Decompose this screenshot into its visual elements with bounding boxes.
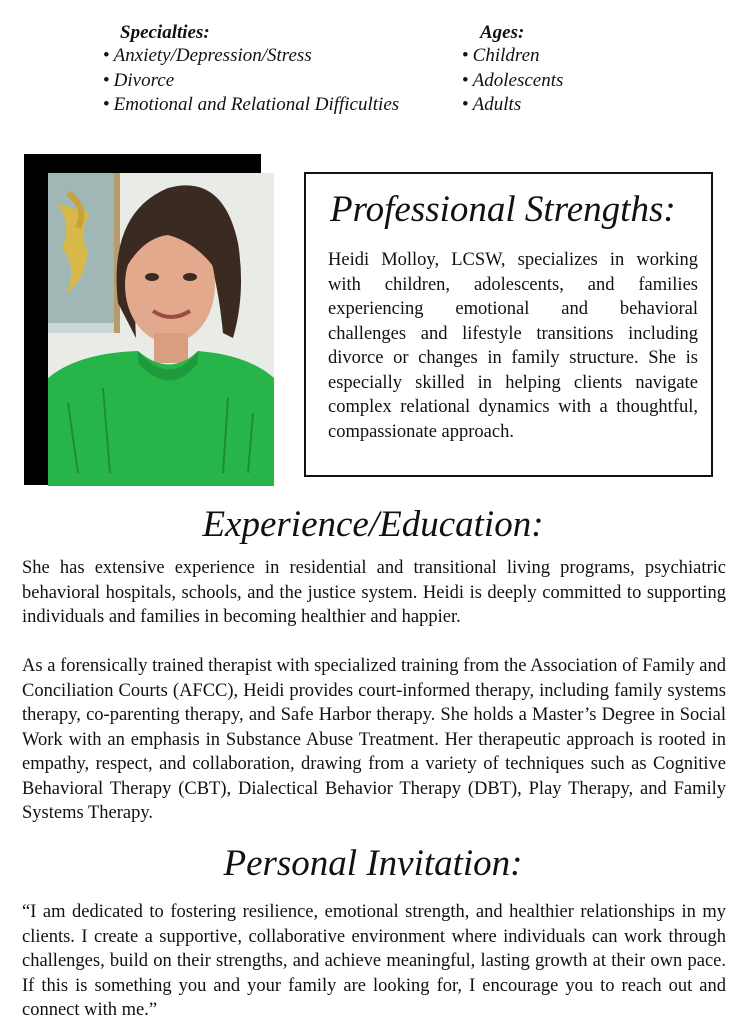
specialties-title: Specialties: — [120, 22, 210, 43]
portrait-photo — [48, 173, 274, 486]
professional-strengths-title: Professional Strengths: — [330, 189, 676, 230]
portrait-icon — [48, 173, 274, 486]
experience-education-heading: Experience/Education: — [202, 504, 544, 545]
list-item: • Divorce — [103, 69, 175, 91]
personal-invitation-text: “I am dedicated to fostering resilience, emotional strength, and healthier relationships in my clients. I create a supportive, collaborative environment where individuals can work through challenges, build on their strengths, and achieve meaningful, lasting growth at their own pace. If this is something you and your family are looking for, I encourage you to reach out and connect with me.” — [22, 902, 726, 1020]
ages-list — [462, 22, 563, 118]
professional-strengths-text: Heidi Molloy, LCSW, specializes in working with children, adolescents, and families experiencing emotional and behavioral challenges and lifestyle transitions including divorce or changes in family structure. She is especially skilled in helping clients navigate complex relational dynamics with a thoughtful, compassionate approach. — [328, 250, 698, 442]
professional-strengths-box — [304, 172, 713, 477]
bullet-icon: • — [103, 69, 110, 91]
ages-title: Ages: — [480, 22, 525, 43]
list-item: • Adults — [462, 94, 522, 115]
bullet-icon: • — [462, 69, 469, 91]
list-item: • Children — [462, 45, 540, 66]
bullet-icon: • — [103, 45, 110, 66]
list-item: • Anxiety/Depression/Stress — [103, 45, 312, 66]
list-item: • Adolescents — [462, 69, 564, 91]
bullet-icon: • — [103, 94, 110, 115]
experience-paragraph-2: As a forensically trained therapist with specialized training from the Association of Family and Conciliation Courts (AFCC), Heidi provides court-informed therapy, including family systems therapy, co-parenting therapy, and Safe Harbor therapy. She holds a Master’s Degree in Social Work with an emphasis in Substance Abuse Treatment. Her therapeutic approach is rooted in empathy, respect, and collaboration, drawing from a variety of techniques such as Cognitive Behavioral Therapy (CBT), Dialectical Behavior Therapy (DBT), Play Therapy, and Family Systems Therapy. — [22, 656, 726, 823]
experience-paragraph-1: She has extensive experience in residential and transitional living programs, psychiatric behavioral hospitals, schools, and the justice system. Heidi is deeply committed to supporting individuals and families in becoming healthier and happier. — [22, 558, 726, 627]
bullet-icon: • — [462, 94, 469, 115]
personal-invitation-heading: Personal Invitation: — [223, 843, 523, 884]
list-item: • Emotional and Relational Difficulties — [103, 94, 400, 115]
bullet-icon: • — [462, 45, 469, 66]
specialties-list — [103, 22, 399, 118]
